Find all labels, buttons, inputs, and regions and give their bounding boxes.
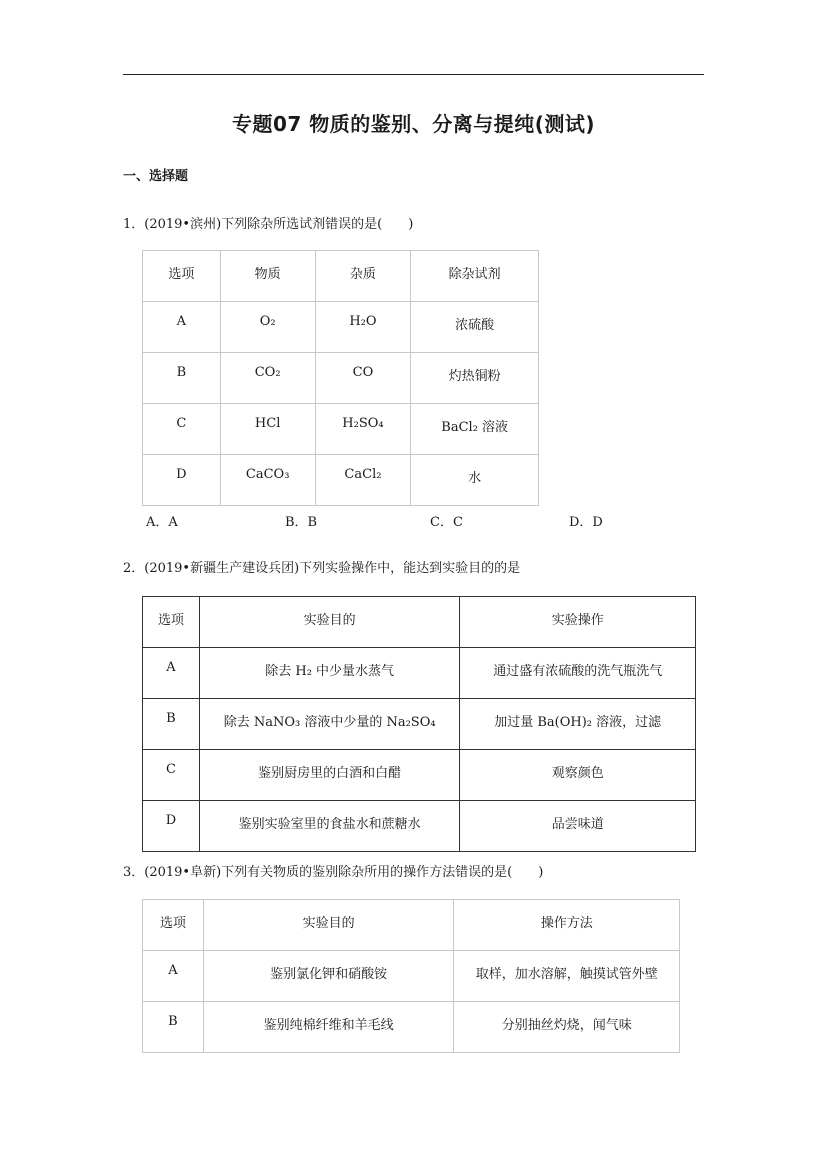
table-cell: H₂SO₄ <box>315 404 411 455</box>
header-cell: 物质 <box>220 251 315 302</box>
table-row <box>143 404 539 455</box>
table-cell: 浓硫酸 <box>411 302 539 353</box>
table-cell: 除去 H₂ 中少量水蒸气 <box>199 648 460 699</box>
table-cell: C <box>143 404 221 455</box>
table-cell: H₂O <box>315 302 411 353</box>
table-cell: A <box>143 951 204 1002</box>
header-cell: 实验目的 <box>199 597 460 648</box>
header-rule <box>123 74 704 75</box>
table-cell: CaCl₂ <box>315 455 411 506</box>
question-3-table <box>142 899 680 1053</box>
header-cell: 杂质 <box>315 251 411 302</box>
table-cell: HCl <box>220 404 315 455</box>
table-cell: CO <box>315 353 411 404</box>
table-cell: D <box>143 455 221 506</box>
option-a[interactable]: A．A <box>146 515 178 530</box>
table-cell: A <box>143 302 221 353</box>
table-row <box>143 455 539 506</box>
table-cell: O₂ <box>220 302 315 353</box>
table-cell: 鉴别厨房里的白酒和白醋 <box>199 750 460 801</box>
table-row <box>143 648 696 699</box>
table-row <box>143 951 680 1002</box>
table-row <box>143 750 696 801</box>
table-cell: 加过量 Ba(OH)₂ 溶液，过滤 <box>460 699 696 750</box>
header-cell: 选项 <box>143 900 204 951</box>
table-cell: 鉴别实验室里的食盐水和蔗糖水 <box>199 801 460 852</box>
section-heading: 一、选择题 <box>123 169 189 184</box>
question-1-stem: 1．(2019•滨州)下列除杂所选试剂错误的是( ) <box>123 217 414 232</box>
table-cell: 鉴别纯棉纤维和羊毛线 <box>203 1002 454 1053</box>
table-cell: B <box>143 1002 204 1053</box>
table-cell: 鉴别氯化钾和硝酸铵 <box>203 951 454 1002</box>
table-cell: 取样，加水溶解，触摸试管外壁 <box>454 951 680 1002</box>
table-cell: C <box>143 750 200 801</box>
table-cell: B <box>143 353 221 404</box>
table-cell: CaCO₃ <box>220 455 315 506</box>
table-cell: B <box>143 699 200 750</box>
option-b[interactable]: B．B <box>285 515 318 530</box>
question-2-table <box>142 596 696 852</box>
table-row <box>143 302 539 353</box>
table-cell: 观察颜色 <box>460 750 696 801</box>
table-cell: 灼热铜粉 <box>411 353 539 404</box>
header-cell: 选项 <box>143 251 221 302</box>
table-row <box>143 699 696 750</box>
table-cell: 品尝味道 <box>460 801 696 852</box>
option-c[interactable]: C．C <box>430 515 463 530</box>
question-1-table <box>142 250 539 506</box>
table-header-row <box>143 251 539 302</box>
table-row <box>143 801 696 852</box>
table-cell: 水 <box>411 455 539 506</box>
table-cell: 通过盛有浓硫酸的洗气瓶洗气 <box>460 648 696 699</box>
header-cell: 除杂试剂 <box>411 251 539 302</box>
question-3-stem: 3．(2019•阜新)下列有关物质的鉴别除杂所用的操作方法错误的是( ) <box>123 865 544 880</box>
header-cell: 实验操作 <box>460 597 696 648</box>
page-title: 专题07 物质的鉴别、分离与提纯(测试) <box>231 112 596 136</box>
table-cell: A <box>143 648 200 699</box>
question-2-stem: 2．(2019•新疆生产建设兵团)下列实验操作中，能达到实验目的的是 <box>123 561 521 576</box>
table-header-row <box>143 597 696 648</box>
header-cell: 操作方法 <box>454 900 680 951</box>
table-row <box>143 1002 680 1053</box>
table-cell: CO₂ <box>220 353 315 404</box>
table-cell: 分别抽丝灼烧，闻气味 <box>454 1002 680 1053</box>
table-row <box>143 353 539 404</box>
header-cell: 实验目的 <box>203 900 454 951</box>
option-d[interactable]: D．D <box>569 515 603 530</box>
table-header-row <box>143 900 680 951</box>
table-cell: BaCl₂ 溶液 <box>411 404 539 455</box>
table-cell: D <box>143 801 200 852</box>
table-cell: 除去 NaNO₃ 溶液中少量的 Na₂SO₄ <box>199 699 460 750</box>
header-cell: 选项 <box>143 597 200 648</box>
